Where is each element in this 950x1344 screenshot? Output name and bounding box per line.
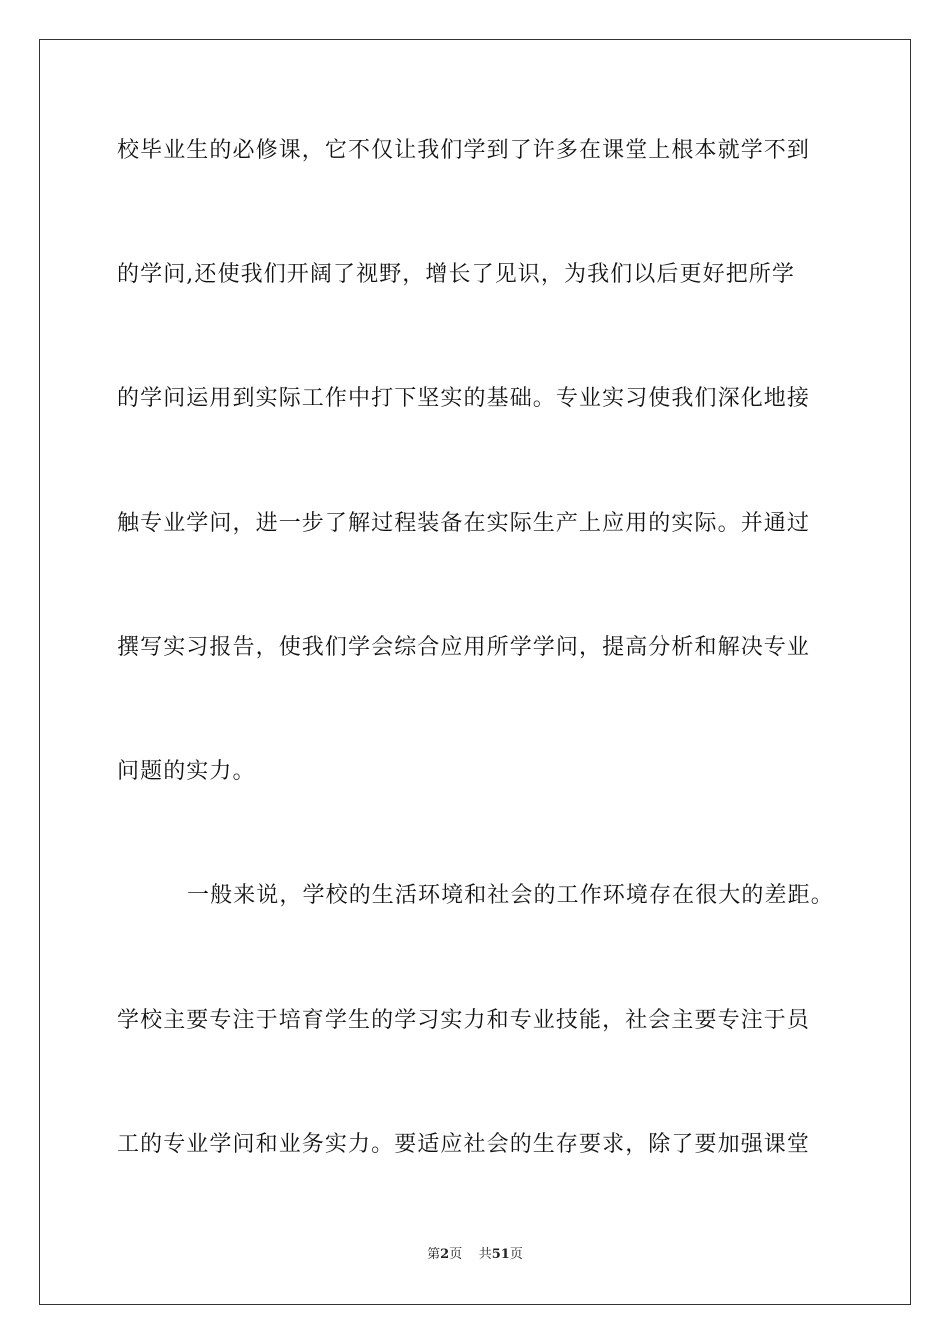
text-line: 触专业学问，进一步了解过程装备在实际生产上应用的实际。并通过 bbox=[117, 511, 811, 536]
paragraph-first-line: 一般来说，学校的生活环境和社会的工作环境存在很大的差距。 bbox=[187, 883, 834, 908]
text-line: 的学问,还使我们开阔了视野，增长了见识，为我们以后更好把所学 bbox=[117, 262, 795, 287]
total-page-count: 51 bbox=[491, 1247, 510, 1262]
page-suffix: 页 bbox=[449, 1247, 463, 1262]
total-prefix: 共 bbox=[478, 1247, 492, 1262]
page-footer bbox=[0, 1246, 950, 1264]
text-line: 的学问运用到实际工作中打下坚实的基础。专业实习使我们深化地接 bbox=[117, 386, 811, 411]
page-border bbox=[39, 39, 911, 1305]
text-line: 学校主要专注于培育学生的学习实力和专业技能，社会主要专注于员 bbox=[117, 1008, 811, 1033]
current-page-number: 2 bbox=[440, 1247, 450, 1262]
text-line: 撰写实习报告，使我们学会综合应用所学学问，提高分析和解决专业 bbox=[117, 635, 811, 660]
page-prefix: 第 bbox=[427, 1247, 441, 1262]
text-line: 问题的实力。 bbox=[117, 759, 256, 784]
text-line: 工的专业学问和业务实力。要适应社会的生存要求，除了要加强课堂 bbox=[117, 1132, 811, 1157]
text-line: 校毕业生的必修课，它不仅让我们学到了许多在课堂上根本就学不到 bbox=[117, 138, 811, 163]
total-suffix: 页 bbox=[509, 1247, 523, 1262]
